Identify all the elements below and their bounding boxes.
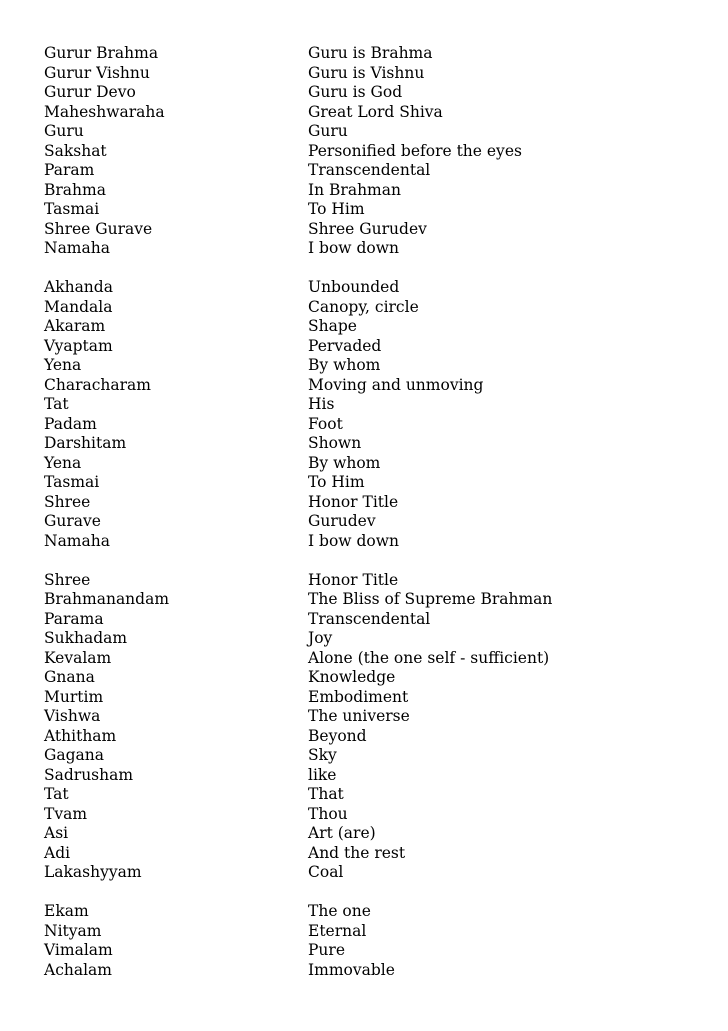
verse-section [44,278,704,551]
glossary-row [44,473,704,493]
english-meaning: Shown [308,434,362,452]
sanskrit-term: Gnana [44,668,95,686]
glossary-row [44,298,704,318]
english-meaning: Unbounded [308,278,400,296]
glossary-row [44,103,704,123]
english-meaning: Personified before the eyes [308,141,522,160]
glossary-row [44,746,704,766]
english-meaning: By whom [308,453,381,472]
sanskrit-term: Mandala [44,297,113,316]
sanskrit-term: Lakashyyam [44,863,142,881]
english-meaning: Pure [308,941,345,959]
sanskrit-term: Murtim [44,687,104,706]
english-meaning: Alone (the one self - sufficient) [308,648,550,667]
english-meaning: Beyond [308,726,367,745]
english-meaning: Joy [308,629,333,647]
english-meaning: Transcendental [308,609,431,628]
sanskrit-term: Sakshat [44,141,107,160]
glossary-row [44,512,704,532]
english-meaning: Pervaded [308,336,382,355]
glossary-row [44,649,704,669]
glossary-row [44,668,704,688]
sanskrit-term: Athitham [44,726,117,745]
english-meaning: Guru is Vishnu [308,63,425,82]
glossary-row [44,590,704,610]
english-meaning: like [308,765,337,784]
glossary-row [44,707,704,727]
glossary-row [44,766,704,786]
sanskrit-term: Shree [44,492,91,511]
glossary-row [44,64,704,84]
english-meaning: Shree Gurudev [308,219,427,238]
english-meaning: And the rest [308,843,406,862]
english-meaning: I bow down [308,239,400,257]
sanskrit-term: Darshitam [44,434,127,452]
sanskrit-term: Yena [44,356,82,374]
glossary-row [44,337,704,357]
glossary-row [44,415,704,435]
sanskrit-term: Gurur Brahma [44,44,159,62]
glossary-row [44,454,704,474]
sanskrit-term: Sadrusham [44,765,134,784]
glossary-row [44,356,704,376]
sanskrit-term: Kevalam [44,648,112,667]
sanskrit-term: Achalam [44,960,112,979]
glossary-row [44,532,704,552]
glossary-row [44,610,704,630]
english-meaning: Moving and unmoving [308,375,484,394]
sanskrit-term: Ekam [44,902,89,920]
sanskrit-term: Akaram [44,317,106,335]
glossary-row [44,161,704,181]
english-meaning: In Brahman [308,180,401,199]
english-meaning: I bow down [308,531,400,550]
glossary-row [44,941,704,961]
glossary-row [44,395,704,415]
english-meaning: Honor Title [308,492,399,511]
sanskrit-term: Asi [44,824,69,842]
sanskrit-term: Namaha [44,239,110,257]
glossary-row [44,122,704,142]
sanskrit-term: Shree [44,570,91,589]
glossary-row [44,278,704,298]
glossary-row [44,571,704,591]
glossary-row [44,961,704,981]
english-meaning: Guru [308,122,348,140]
glossary-row [44,824,704,844]
sanskrit-term: Gurur Devo [44,83,136,101]
english-meaning: Eternal [308,921,367,940]
english-meaning: Shape [308,317,357,335]
english-meaning: Guru is Brahma [308,44,433,62]
sanskrit-term: Shree Gurave [44,219,153,238]
glossary-row [44,902,704,922]
english-meaning: Foot [308,414,343,433]
glossary-row [44,844,704,864]
glossary-row [44,181,704,201]
english-meaning: To Him [308,200,365,218]
sanskrit-term: Vyaptam [44,336,113,355]
glossary-row [44,220,704,240]
sanskrit-term: Akhanda [44,278,113,296]
sanskrit-term: Sukhadam [44,629,128,647]
sanskrit-term: Tat [44,395,69,413]
english-meaning: Great Lord Shiva [308,102,443,121]
english-meaning: Gurudev [308,512,376,530]
english-meaning: That [308,785,344,803]
sanskrit-term: Characharam [44,375,151,394]
verse-section [44,44,704,259]
english-meaning: Knowledge [308,668,396,686]
sanskrit-term: Tvam [44,804,88,823]
english-meaning: Coal [308,863,344,881]
glossary-row [44,434,704,454]
sanskrit-term: Maheshwaraha [44,102,165,121]
sanskrit-term: Guru [44,122,84,140]
glossary-row [44,142,704,162]
english-meaning: By whom [308,356,381,374]
english-meaning: Sky [308,746,337,764]
glossary-row [44,688,704,708]
sanskrit-term: Gagana [44,746,105,764]
glossary-row [44,83,704,103]
sanskrit-term: Brahma [44,180,106,199]
glossary-row [44,239,704,259]
glossary [44,44,704,1000]
english-meaning: Transcendental [308,161,431,179]
english-meaning: Canopy, circle [308,297,419,316]
english-meaning: Immovable [308,960,395,979]
sanskrit-term: Nityam [44,921,102,940]
sanskrit-term: Brahmanandam [44,590,170,608]
glossary-row [44,922,704,942]
glossary-row [44,493,704,513]
glossary-row [44,376,704,396]
english-meaning: The one [308,902,371,920]
glossary-row [44,44,704,64]
english-meaning: His [308,395,335,413]
english-meaning: Art (are) [308,824,376,842]
glossary-row [44,863,704,883]
sanskrit-term: Vishwa [44,707,101,725]
sanskrit-term: Yena [44,453,82,472]
sanskrit-term: Tat [44,785,69,803]
english-meaning: Guru is God [308,83,403,101]
glossary-row [44,200,704,220]
sanskrit-term: Namaha [44,531,110,550]
sanskrit-term: Tasmai [44,473,100,491]
english-meaning: Thou [308,804,348,823]
sanskrit-term: Parama [44,609,104,628]
sanskrit-term: Vimalam [44,941,113,959]
sanskrit-term: Gurur Vishnu [44,63,150,82]
sanskrit-term: Tasmai [44,200,100,218]
english-meaning: Honor Title [308,570,399,589]
glossary-row [44,629,704,649]
verse-section [44,571,704,883]
english-meaning: Embodiment [308,687,409,706]
sanskrit-term: Adi [44,843,71,862]
glossary-row [44,317,704,337]
english-meaning: To Him [308,473,365,491]
glossary-row [44,727,704,747]
english-meaning: The universe [308,707,410,725]
glossary-row [44,805,704,825]
english-meaning: The Bliss of Supreme Brahman [308,590,553,608]
sanskrit-term: Gurave [44,512,101,530]
verse-section [44,902,704,980]
glossary-row [44,785,704,805]
sanskrit-term: Param [44,161,95,179]
sanskrit-term: Padam [44,414,97,433]
